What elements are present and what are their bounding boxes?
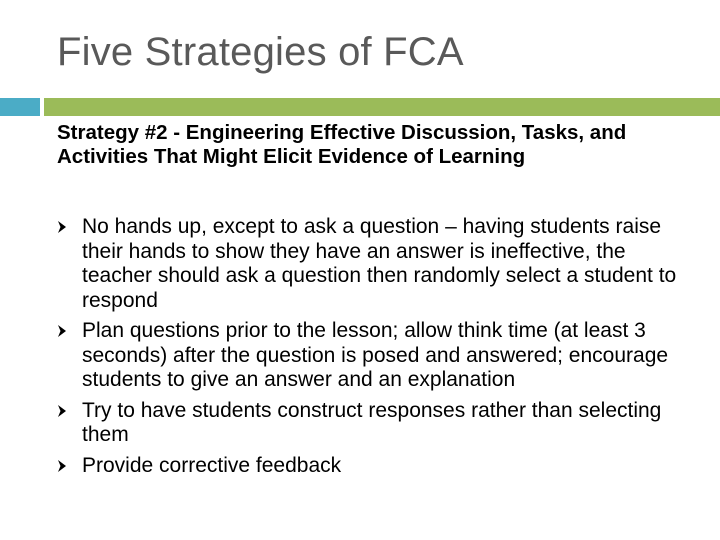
accent-bar <box>0 98 720 116</box>
slide-title: Five Strategies of FCA <box>57 30 464 74</box>
strategy-heading: Strategy #2 - Engineering Effective Discussion, Tasks, and Activities That Might Elicit Evidence of Learning <box>57 121 627 168</box>
arrow-bullet-icon <box>57 220 67 234</box>
accent-bar-right <box>44 98 720 116</box>
arrow-bullet-icon <box>57 404 67 418</box>
bullet-text: Try to have students construct responses rather than selecting them <box>82 398 662 446</box>
bullet-list <box>57 215 697 484</box>
bullet-item <box>57 319 697 393</box>
arrow-bullet-icon <box>57 459 67 473</box>
bullet-text: No hands up, except to ask a question – having students raise their hands to show they have an answer is ineffective, the teacher should ask a question then randomly select a student to respond <box>82 215 677 312</box>
bullet-item <box>57 399 697 448</box>
bullet-text: Provide corrective feedback <box>82 453 342 477</box>
arrow-bullet-icon <box>57 324 67 338</box>
accent-bar-left <box>0 98 40 116</box>
bullet-item <box>57 454 697 479</box>
bullet-text: Plan questions prior to the lesson; allow think time (at least 3 seconds) after the question is posed and answered; encourage students to give an answer and an explanation <box>82 319 669 391</box>
bullet-item <box>57 215 697 313</box>
